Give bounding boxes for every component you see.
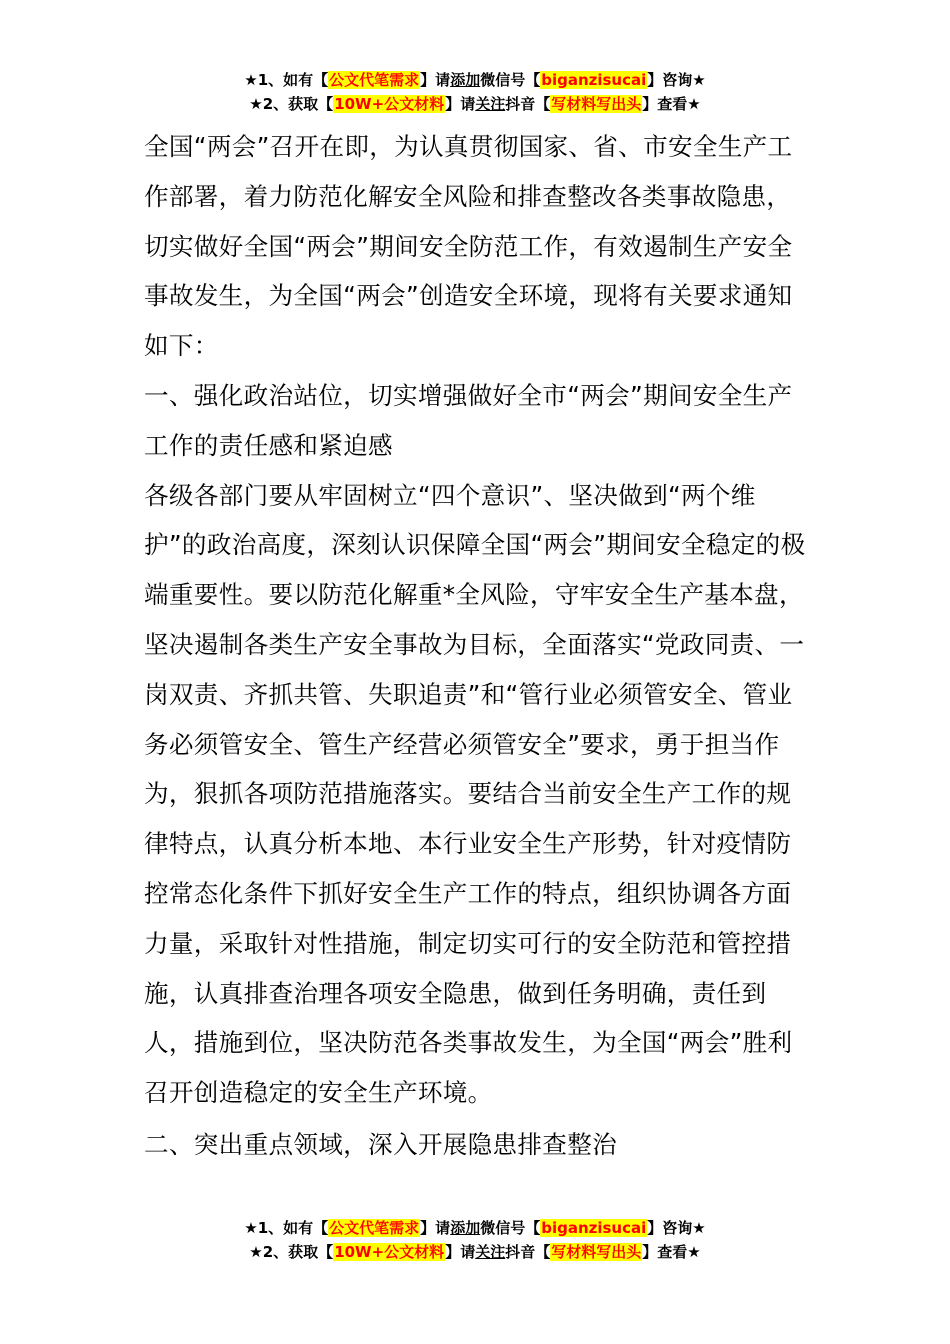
section-2-heading: 二、突出重点领域，深入开展隐患排查整治	[144, 1129, 617, 1159]
promo-text: 抖音【	[505, 95, 551, 113]
section-1-heading: 一、强化政治站位，切实增强做好全市“两会”期间安全生产工作的责任感和紧迫感	[144, 380, 793, 460]
promo-line-1	[0, 68, 950, 92]
promo-highlight: biganzisucai	[541, 71, 647, 89]
promo-emphasis: 关注	[475, 1243, 506, 1261]
promo-highlight: 公文代笔需求	[329, 71, 420, 89]
section-1-paragraph: 各级各部门要从牢固树立“四个意识”、坚决做到“两个维护”的政治高度，深刻认识保障全国“两会”期间安全稳定的极端重要性。要以防范化解重*全风险，守牢安全生产基本盘，坚决遏制各类生产安全事故为目标，全面落实“党政同责、一岗双责、齐抓共管、失职追责”和“管行业必须管安全、管业务必须管安全、管生产经营必须管安全”要求，勇于担当作为，狠抓各项防范措施落实。要结合当前安全生产工作的规律特点，认真分析本地、本行业安全生产形势，针对疫情防控常态化条件下抓好安全生产工作的特点，组织协调各方面力量，采取针对性措施，制定切实可行的安全防范和管控措施，认真排查治理各项安全隐患，做到任务明确，责任到人，措施到位，坚决防范各类事故发生，为全国“两会”胜利召开创造稳定的安全生产环境。	[144, 480, 806, 1108]
promo-text: 微信号【	[480, 71, 541, 89]
promo-text: ★2、获取【	[249, 1243, 334, 1261]
promo-highlight: 10W+公文材料	[334, 1243, 445, 1261]
document-body	[144, 122, 808, 1170]
promo-text: 】请	[420, 71, 451, 89]
promo-banner-top	[0, 68, 950, 116]
promo-highlight: 公文代笔需求	[329, 1219, 420, 1237]
promo-text: 】咨询★	[647, 1219, 706, 1237]
promo-banner-bottom	[0, 1216, 950, 1264]
promo-highlight: biganzisucai	[541, 1219, 647, 1237]
promo-text: 】查看★	[642, 95, 701, 113]
promo-line-2	[0, 1240, 950, 1264]
intro-paragraph: 全国“两会”召开在即，为认真贯彻国家、省、市安全生产工作部署，着力防范化解安全风险和排查整改各类事故隐患，切实做好全国“两会”期间安全防范工作，有效遏制生产安全事故发生，为全国“两会”创造安全环境，现将有关要求通知如下：	[144, 132, 793, 361]
promo-text: ★2、获取【	[249, 95, 334, 113]
promo-text: 】请	[445, 1243, 476, 1261]
promo-emphasis: 关注	[475, 95, 506, 113]
promo-highlight: 写材料写出头	[551, 1243, 642, 1261]
promo-line-1	[0, 1216, 950, 1240]
promo-text: 】咨询★	[647, 71, 706, 89]
promo-text: 微信号【	[480, 1219, 541, 1237]
promo-text: ★1、如有【	[244, 1219, 329, 1237]
promo-highlight: 10W+公文材料	[334, 95, 445, 113]
promo-text: 抖音【	[505, 1243, 551, 1261]
promo-emphasis: 添加	[450, 1219, 481, 1237]
promo-emphasis: 添加	[450, 71, 481, 89]
promo-text: ★1、如有【	[244, 71, 329, 89]
promo-text: 】请	[445, 95, 476, 113]
promo-text: 】查看★	[642, 1243, 701, 1261]
promo-text: 】请	[420, 1219, 451, 1237]
promo-line-2	[0, 92, 950, 116]
promo-highlight: 写材料写出头	[551, 95, 642, 113]
